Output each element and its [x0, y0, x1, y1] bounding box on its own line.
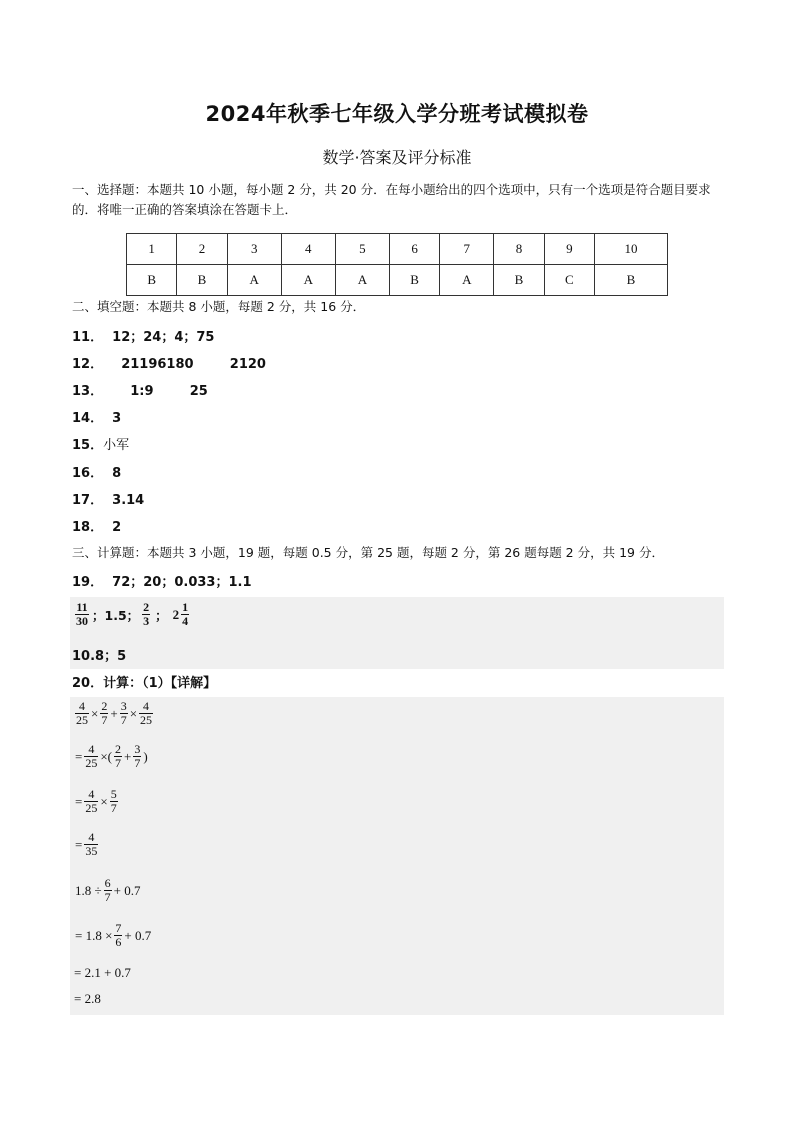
fraction: [139, 700, 153, 727]
denominator: 7: [104, 890, 111, 904]
separator: ；: [155, 607, 168, 623]
denominator: 7: [120, 713, 127, 727]
denominator: 6: [115, 935, 122, 949]
question-number: 18．: [72, 520, 104, 535]
denominator: 7: [115, 756, 122, 770]
numerator: 5: [110, 787, 117, 801]
table-cell: B: [389, 265, 439, 296]
operator: ×: [100, 793, 108, 809]
answer-table-answer-row: [127, 265, 668, 296]
numerator: 2: [143, 600, 150, 614]
answer-text: 21196180 2120: [121, 357, 266, 372]
table-cell: 4: [281, 234, 335, 265]
answer-table: [126, 233, 668, 296]
fraction: [75, 700, 89, 727]
numerator: 4: [79, 699, 85, 713]
mixed-whole: 2: [172, 606, 180, 622]
fraction: [181, 601, 189, 628]
numerator: 2: [101, 699, 108, 713]
shaded-row: [70, 987, 724, 1015]
operator: =: [75, 836, 83, 852]
denominator: 30: [76, 614, 88, 628]
section2-intro: 二、填空题：本题共 8 小题，每题 2 分，共 16 分．: [72, 299, 366, 314]
answer-text: 3.14: [112, 493, 145, 508]
denominator: 25: [76, 713, 88, 727]
fraction: [142, 601, 150, 628]
fraction: [100, 700, 108, 727]
operator: =: [75, 793, 83, 809]
answer-text: 72；20；0.033；1.1: [112, 575, 252, 590]
shaded-row: [70, 959, 724, 987]
fill-answer-13: [72, 380, 208, 399]
q20-heading: 20．计算：（1）【详解】: [72, 676, 217, 691]
table-cell: B: [127, 265, 177, 296]
operator: ×(: [100, 748, 113, 764]
section1-intro: [72, 180, 724, 220]
denominator: 3: [143, 614, 150, 628]
question-number: 13．: [72, 384, 104, 399]
page-title: 2024年秋季七年级入学分班考试模拟卷: [205, 102, 589, 126]
section1-intro-text: 一、选择题：本题共 10 小题，每小题 2 分，共 20 分．在每小题给出的四个选项中，只有一个选项是符合题目要求的．将唯一正确的答案填涂在答题卡上．: [72, 182, 711, 217]
question-number: 19．: [72, 575, 104, 590]
denominator: 7: [110, 801, 117, 815]
operator: +: [124, 748, 132, 764]
question-number: 17．: [72, 493, 104, 508]
expression-lead: 1.8 ÷: [75, 882, 102, 898]
separator: ；1.5；: [92, 607, 140, 623]
fraction: [84, 743, 98, 770]
answer-text: 1:9 25: [121, 384, 208, 399]
fraction: [75, 601, 89, 628]
q20-step4: [74, 831, 99, 858]
denominator: 7: [101, 713, 108, 727]
question-number: 14．: [72, 411, 104, 426]
table-cell: 1: [127, 234, 177, 265]
numerator: 3: [134, 742, 141, 756]
numerator: 4: [88, 742, 95, 756]
answer-text: 小军: [103, 438, 130, 453]
fraction: [84, 788, 98, 815]
shaded-row: [70, 919, 724, 959]
section3-intro: 三、计算题：本题共 3 小题，19 题，每题 0.5 分，第 25 题，每题 2 分，第 26 题每题 2 分，共 19 分．: [72, 545, 664, 560]
question-number: 12．: [72, 357, 104, 372]
denominator: 25: [85, 801, 98, 815]
expression-tail: + 0.7: [113, 882, 141, 898]
fill-answer-11: [72, 326, 214, 345]
shaded-row: [70, 783, 724, 827]
q20-step5: [74, 877, 141, 904]
fraction: [114, 743, 122, 770]
denominator: 35: [85, 844, 98, 858]
numerator: 4: [88, 787, 95, 801]
question-number: 16．: [72, 466, 104, 481]
fraction: [104, 877, 112, 904]
answer-text: 12；24；4；75: [112, 330, 215, 345]
table-cell: B: [177, 265, 227, 296]
q20-step3: [74, 788, 119, 815]
q19-line3: 10.8；5: [72, 649, 127, 664]
table-cell: 9: [544, 234, 594, 265]
shaded-row: [70, 871, 724, 919]
q19-fraction-line: [74, 601, 190, 628]
table-cell: A: [227, 265, 281, 296]
numerator: 4: [143, 699, 150, 713]
table-cell: 5: [335, 234, 389, 265]
operator: ×: [129, 705, 138, 721]
denominator: 25: [140, 713, 153, 727]
numerator: 4: [88, 830, 95, 844]
q20-step7: = 2.1 + 0.7: [74, 965, 131, 980]
table-cell: 3: [227, 234, 281, 265]
numerator: 1: [182, 600, 189, 614]
q20-step8: = 2.8: [74, 991, 101, 1006]
operator: ): [143, 748, 148, 764]
fraction: [133, 743, 141, 770]
fill-answer-18: [72, 516, 121, 535]
table-cell: 2: [177, 234, 227, 265]
q20-step6: [74, 922, 152, 949]
operator: +: [110, 705, 118, 721]
fraction: [110, 788, 118, 815]
denominator: 4: [182, 614, 189, 628]
shaded-row: [70, 827, 724, 871]
table-cell: A: [281, 265, 335, 296]
fill-answer-16: [72, 462, 121, 481]
answer-text: 3: [112, 411, 122, 426]
table-cell: C: [544, 265, 594, 296]
shaded-row: [70, 641, 724, 669]
table-cell: A: [335, 265, 389, 296]
q20-step2: [74, 743, 149, 770]
table-cell: 7: [440, 234, 494, 265]
denominator: 7: [134, 756, 141, 770]
operator: =: [75, 748, 83, 764]
table-cell: 10: [595, 234, 668, 265]
numerator: 2: [115, 742, 122, 756]
answer-table-number-row: [127, 234, 668, 265]
denominator: 25: [85, 756, 98, 770]
numerator: 11: [76, 600, 88, 614]
question-number: 11．: [72, 330, 104, 345]
page-subtitle: 数学·答案及评分标准: [322, 148, 472, 167]
table-cell: 8: [494, 234, 544, 265]
expression-lead: = 1.8 ×: [75, 927, 113, 943]
fraction: [120, 700, 128, 727]
table-cell: 6: [389, 234, 439, 265]
answer-text: 8: [112, 466, 122, 481]
question-number: 15．: [72, 438, 104, 453]
fill-answer-12: [72, 353, 266, 372]
numerator: 7: [115, 921, 122, 935]
operator: ×: [91, 705, 99, 721]
shaded-row: [70, 697, 724, 739]
table-cell: B: [595, 265, 668, 296]
table-cell: B: [494, 265, 544, 296]
shaded-row: [70, 739, 724, 783]
fill-answer-14: [72, 407, 121, 426]
numerator: 3: [120, 699, 127, 713]
q20-step1: [74, 700, 154, 727]
table-cell: A: [440, 265, 494, 296]
fill-answer-17: [72, 489, 144, 508]
fraction: [114, 922, 122, 949]
expression-tail: + 0.7: [124, 927, 152, 943]
fraction: [84, 831, 98, 858]
fill-answer-15: [72, 434, 129, 453]
answer-text: 2: [112, 520, 122, 535]
calc-answer-19: [72, 571, 252, 590]
numerator: 6: [104, 876, 111, 890]
